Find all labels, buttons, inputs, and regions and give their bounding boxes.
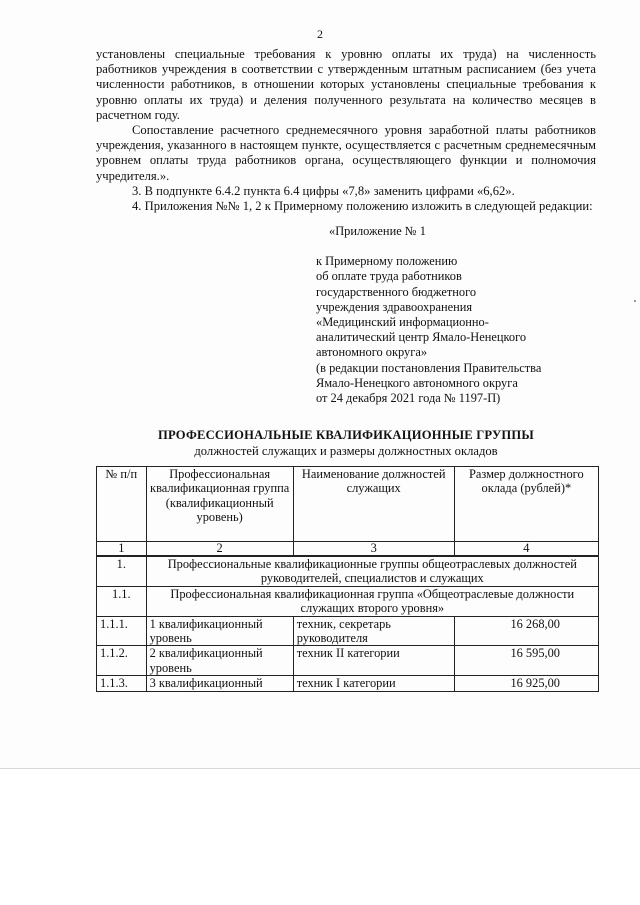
appendix-line: «Медицинский информационно- bbox=[316, 315, 489, 330]
row-level: 1 квалификационный уровень bbox=[146, 616, 293, 646]
section-row bbox=[97, 586, 599, 616]
salary-table bbox=[96, 466, 599, 692]
appendix-line: государственного бюджетного bbox=[316, 284, 477, 299]
column-index: 4 bbox=[454, 542, 598, 557]
row-level: 2 квалификационный уровень bbox=[146, 646, 293, 676]
row-positions: техник I категории bbox=[293, 676, 454, 691]
appendix-line: Ямало-Ненецкого автономного округа bbox=[316, 375, 518, 390]
table-subtitle: должностей служащих и размеры должностных окладов bbox=[194, 444, 498, 458]
row-number: 1.1.3. bbox=[97, 676, 147, 691]
row-level: 3 квалификационный bbox=[146, 676, 293, 691]
appendix-line: к Примерному положению bbox=[316, 254, 458, 269]
appendix-line: от 24 декабря 2021 года № 1197-П) bbox=[316, 391, 501, 406]
section-number: 1. bbox=[97, 556, 147, 586]
appendix-block bbox=[316, 224, 616, 406]
appendix-heading: «Приложение № 1 bbox=[329, 224, 426, 238]
row-number: 1.1.1. bbox=[97, 616, 147, 646]
table-title-block bbox=[96, 428, 596, 459]
page-number: 2 bbox=[317, 27, 323, 41]
table-title: ПРОФЕССИОНАЛЬНЫЕ КВАЛИФИКАЦИОННЫЕ ГРУППЫ bbox=[157, 428, 534, 442]
row-positions: техник II категории bbox=[293, 646, 454, 676]
header-cell-positions: Наименование должностей служащих bbox=[293, 467, 454, 542]
appendix-line: об оплате труда работников bbox=[316, 269, 462, 284]
appendix-line: (в редакции постановления Правительства bbox=[316, 360, 542, 375]
section-title: Профессиональная квалификационная группа «Общеотраслевые должности служащих второго уровня» bbox=[146, 586, 598, 616]
table-row bbox=[97, 646, 599, 676]
table-header-row bbox=[97, 467, 599, 542]
paragraph: 4. Приложения №№ 1, 2 к Примерному положению изложить в следующей редакции: bbox=[132, 199, 593, 214]
appendix-line: аналитический центр Ямало-Ненецкого bbox=[316, 330, 527, 345]
table-row bbox=[97, 616, 599, 646]
scan-artifact bbox=[634, 300, 636, 302]
paragraph: Сопоставление расчетного среднемесячного уровня заработной платы работников учреждения, указанного в настоящем пункте, осуществляется с расчетным среднемесячным уровнем оплаты труда работников органа, осуществляющего функции и полномочия учредителя.». bbox=[96, 123, 596, 183]
section-number: 1.1. bbox=[97, 586, 147, 616]
appendix-line: автономного округа» bbox=[316, 345, 428, 360]
column-index: 2 bbox=[146, 542, 293, 557]
section-row bbox=[97, 556, 599, 586]
column-index: 1 bbox=[97, 542, 147, 557]
appendix-line: учреждения здравоохранения bbox=[316, 299, 473, 314]
header-cell-number: № п/п bbox=[97, 467, 147, 542]
row-salary: 16 595,00 bbox=[454, 646, 598, 676]
paragraph: 3. В подпункте 6.4.2 пункта 6.4 цифры «7,8» заменить цифрами «6,62». bbox=[132, 183, 515, 198]
row-positions: техник, секретарь руководителя bbox=[293, 616, 454, 646]
column-index-row bbox=[97, 542, 599, 557]
section-title: Профессиональные квалификационные группы общеотраслевых должностей руководителей, специалистов и служащих bbox=[146, 556, 598, 586]
paragraph: установлены специальные требования к уровню оплаты их труда) на численность работников учреждения в соответствии с утвержденным штатным расписанием (без учета численности работников, в отношении которых установлены специальные требования к уровню оплаты их труда) и деления полученного результата на количество месяцев в расчетном году. bbox=[96, 47, 596, 122]
page-edge bbox=[0, 768, 640, 769]
header-cell-group: Профессиональная квалификационная группа (квалификационный уровень) bbox=[146, 467, 293, 542]
table-row bbox=[97, 676, 599, 691]
row-salary: 16 268,00 bbox=[454, 616, 598, 646]
column-index: 3 bbox=[293, 542, 454, 557]
body-text bbox=[96, 47, 596, 214]
row-number: 1.1.2. bbox=[97, 646, 147, 676]
row-salary: 16 925,00 bbox=[454, 676, 598, 691]
header-cell-salary: Размер должностного оклада (рублей)* bbox=[454, 467, 598, 542]
